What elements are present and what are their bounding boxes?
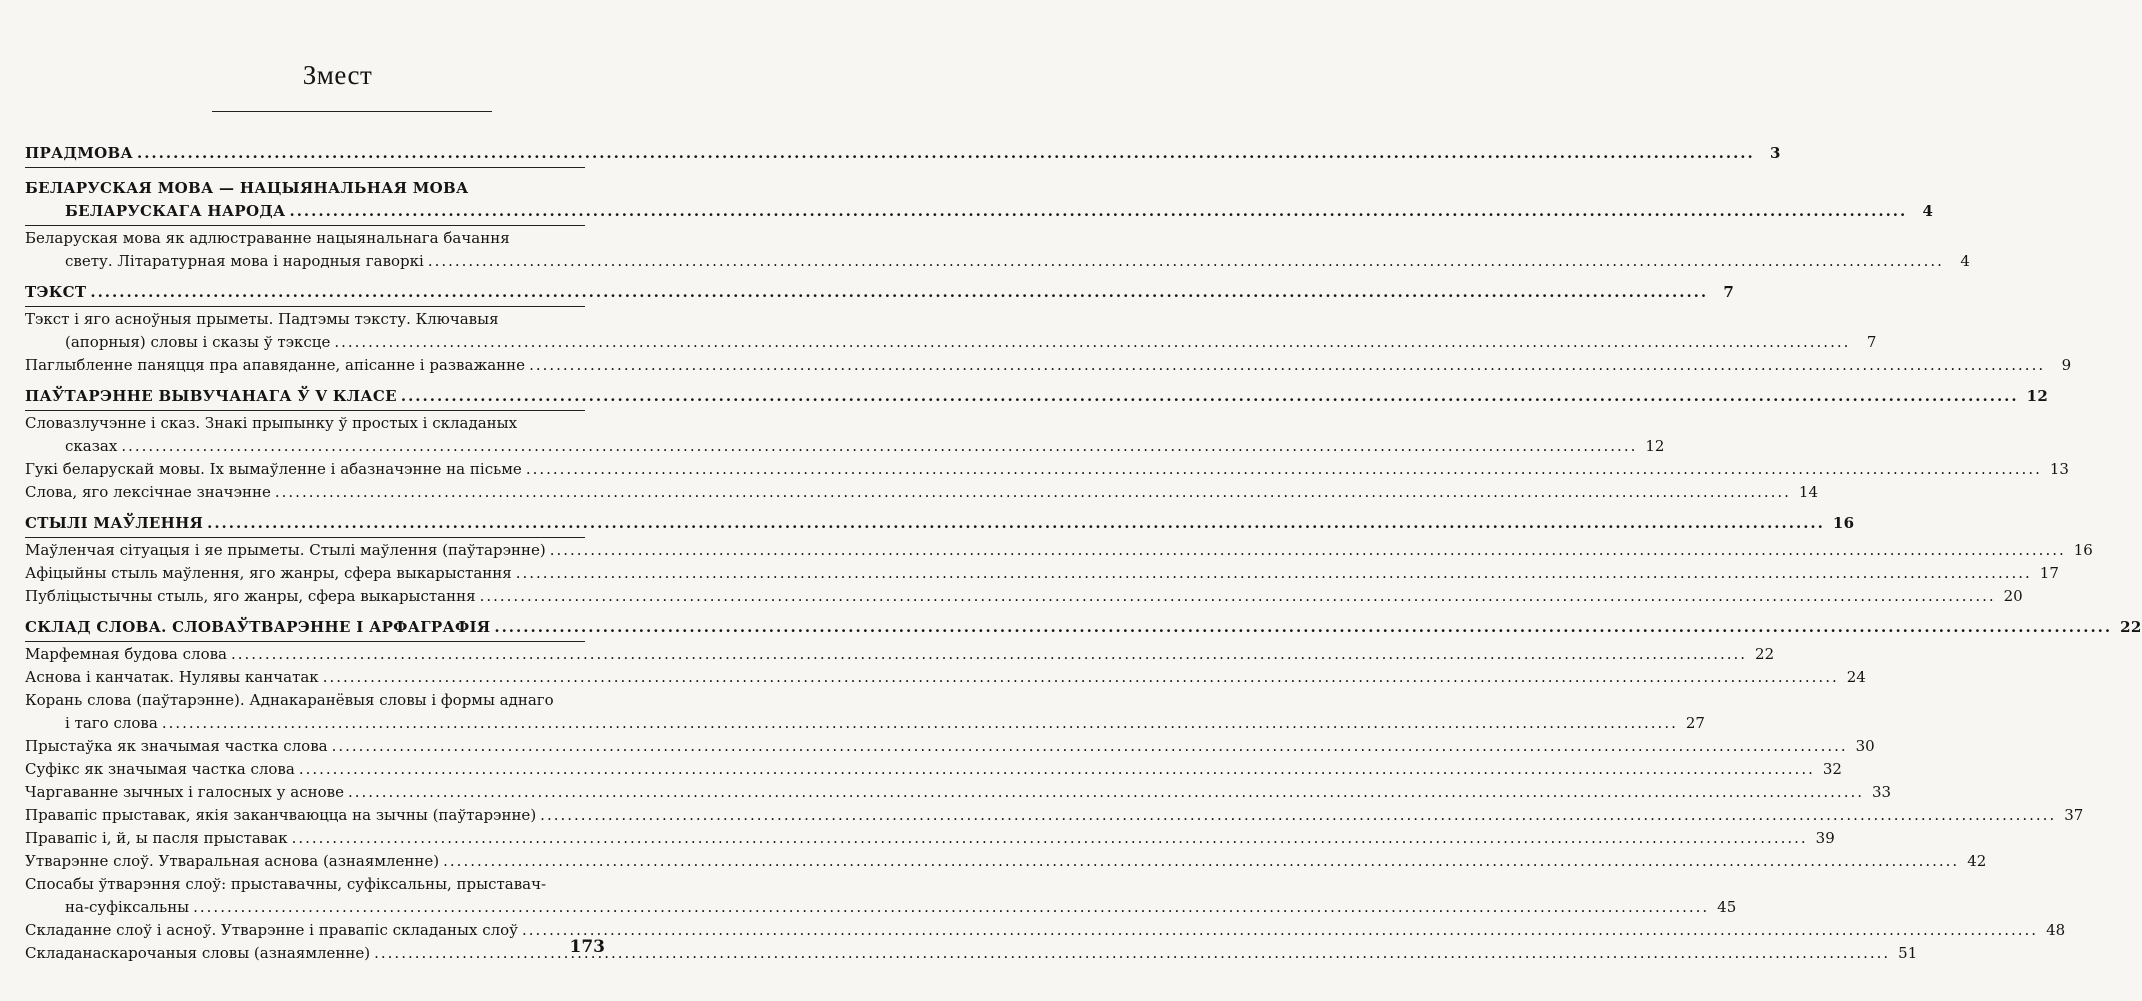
toc-entry[interactable] — [25, 562, 2059, 585]
section-page-number: 22 — [2120, 618, 2142, 636]
toc-entry[interactable] — [25, 458, 2069, 481]
toc-entry-page-number: 39 — [1815, 829, 1835, 847]
toc-entry-page-number: 12 — [1645, 437, 1665, 455]
section-title[interactable] — [25, 616, 2142, 639]
toc-section — [25, 377, 2069, 504]
toc-entry-text: Спосабы ўтварэння слоў: прыставачны, суфіксальны, прыставач- — [25, 875, 547, 893]
dot-leader — [299, 758, 1815, 781]
toc-entry-text: свету. Літаратурная мова і народныя гаворкі — [65, 252, 424, 270]
toc-entry[interactable] — [25, 781, 1892, 804]
toc-entry[interactable] — [25, 919, 2066, 942]
section-page-number: 16 — [1832, 514, 1855, 532]
toc-entry-text: Утварэнне слоў. Утваральная аснова (азнаямленне) — [25, 852, 440, 870]
dot-leader — [529, 354, 2045, 377]
toc-entry[interactable] — [25, 758, 1842, 781]
toc-entry-text: Чаргаванне зычных і галосных у аснове — [25, 783, 344, 801]
dot-leader — [275, 481, 1791, 504]
dot-leader — [137, 142, 1755, 165]
toc-entry-text: Складанне слоў і асноў. Утварэнне і правапіс складаных слоў — [25, 921, 519, 939]
toc-entry-text: (апорныя) словы і сказы ў тэксце — [65, 333, 331, 351]
dot-leader — [193, 896, 1709, 919]
toc-section — [25, 273, 2072, 377]
toc-entry-page-number: 14 — [1798, 483, 1819, 501]
dot-leader — [323, 666, 1839, 689]
toc-entry-text: Корань слова (паўтарэнне). Аднакаранёвыя словы і формы аднаго — [25, 691, 554, 709]
toc-entry[interactable] — [25, 643, 1775, 666]
section-title-text: СКЛАД СЛОВА. СЛОВАЎТВАРЭННЕ І АРФАГРАФІЯ — [25, 618, 491, 636]
dot-leader — [121, 435, 1637, 458]
page-number: 173 — [569, 937, 605, 957]
toc-section — [25, 142, 1781, 168]
toc-entry-page-number: 16 — [2073, 541, 2093, 559]
dot-leader — [231, 643, 1747, 666]
toc-entry-text: Марфемная будова слова — [25, 645, 227, 663]
toc-entry[interactable] — [25, 354, 2072, 377]
toc-entry-text: сказах — [65, 437, 118, 455]
dot-leader — [494, 616, 2112, 639]
section-page-number: 12 — [2026, 387, 2049, 405]
dot-leader — [526, 458, 2042, 481]
toc-entry-text: Прыстаўка як значымая частка слова — [25, 737, 328, 755]
toc-entry[interactable] — [25, 850, 1987, 873]
title-underline — [212, 111, 492, 112]
section-title-text: БЕЛАРУСКАГА НАРОДА — [65, 202, 286, 220]
toc-entry-page-number: 9 — [2061, 356, 2072, 374]
section-title-text: БЕЛАРУСКАЯ МОВА — НАЦЫЯНАЛЬНАЯ МОВА — [25, 179, 469, 197]
section-title[interactable] — [25, 385, 2049, 408]
toc-entry-text: Тэкст і яго асноўныя прыметы. Падтэмы тэксту. Ключавыя — [25, 310, 499, 328]
dot-leader — [162, 712, 1678, 735]
section-title[interactable] — [25, 281, 1735, 304]
toc-entry[interactable] — [25, 873, 1737, 919]
section-page-number: 4 — [1922, 202, 1934, 220]
toc-entry-text: Маўленчая сітуацыя і яе прыметы. Стылі маўлення (паўтарэнне) — [25, 541, 546, 559]
dot-leader — [443, 850, 1959, 873]
toc-entry-page-number: 27 — [1685, 714, 1705, 732]
toc-entry-text: Афіцыйны стыль маўлення, яго жанры, сфера выкарыстання — [25, 564, 512, 582]
section-title-text: ПАЎТАРЭННЕ ВЫВУЧАНАГА Ў V КЛАСЕ — [25, 387, 397, 405]
toc-entry-text: Суфікс як значымая частка слова — [25, 760, 295, 778]
dot-leader — [550, 539, 2066, 562]
toc-entry-text: Аснова і канчатак. Нулявы канчатак — [25, 668, 319, 686]
toc-entry[interactable] — [25, 585, 2023, 608]
section-page-number: 7 — [1723, 283, 1735, 301]
toc-entry-page-number: 45 — [1717, 898, 1737, 916]
section-gap — [25, 169, 585, 177]
toc-entry-page-number: 20 — [2003, 587, 2023, 605]
toc-entry-text: Гукі беларускай мовы. Іх вымаўленне і абазначэнне на пісьме — [25, 460, 522, 478]
toc-entry-page-number: 13 — [2049, 460, 2069, 478]
toc-entry[interactable] — [25, 412, 1665, 458]
dot-leader — [522, 919, 2038, 942]
dot-leader — [334, 331, 1850, 354]
toc-entry-text: Правапіс і, й, ы пасля прыставак — [25, 829, 288, 847]
toc-entry-text: Складанаскарочаныя словы (азнаямленне) — [25, 944, 371, 962]
toc-section — [25, 169, 1970, 273]
toc-entry-page-number: 4 — [1960, 252, 1970, 270]
toc-entry[interactable] — [25, 666, 1866, 689]
toc-entry-page-number: 37 — [2064, 806, 2084, 824]
section-gap — [25, 608, 585, 616]
dot-leader — [90, 281, 1708, 304]
toc-entry[interactable] — [25, 481, 1819, 504]
dot-leader — [516, 562, 2032, 585]
section-title[interactable] — [25, 142, 1781, 165]
toc-entry[interactable] — [25, 539, 2093, 562]
toc-entry-page-number: 22 — [1755, 645, 1775, 663]
section-title-text: ТЭКСТ — [25, 283, 87, 301]
dot-leader — [480, 585, 1996, 608]
toc-entry[interactable] — [25, 827, 1835, 850]
toc-entry[interactable] — [25, 308, 1877, 354]
section-divider — [25, 306, 585, 307]
dot-leader — [401, 385, 2019, 408]
dot-leader — [332, 735, 1848, 758]
dot-leader — [289, 200, 1907, 223]
dot-leader — [292, 827, 1808, 850]
toc-entry-text: і таго слова — [65, 714, 158, 732]
toc-entry-page-number: 17 — [2039, 564, 2059, 582]
section-title[interactable] — [25, 177, 1934, 223]
section-page-number: 3 — [1769, 144, 1781, 162]
section-divider — [25, 641, 585, 642]
dot-leader — [428, 250, 1944, 273]
dot-leader — [207, 512, 1825, 535]
toc-entry-text: Слова, яго лексічнае значэнне — [25, 483, 271, 501]
section-gap — [25, 377, 585, 385]
toc-entry-page-number: 51 — [1898, 944, 1918, 962]
section-gap — [25, 273, 585, 281]
toc-entry-page-number: 33 — [1872, 783, 1892, 801]
toc-entry-page-number: 24 — [1846, 668, 1866, 686]
toc-entry-page-number: 7 — [1866, 333, 1877, 351]
toc-entry-text: Словазлучэнне і сказ. Знакі прыпынку ў простых і складаных — [25, 414, 518, 432]
section-title-text: ПРАДМОВА — [25, 144, 133, 162]
toc-entry-page-number: 42 — [1967, 852, 1987, 870]
section-divider — [25, 410, 585, 411]
section-divider — [25, 167, 585, 168]
toc-entry-page-number: 48 — [2046, 921, 2066, 939]
section-title-text: СТЫЛІ МАЎЛЕННЯ — [25, 514, 204, 532]
toc-entry-page-number: 30 — [1855, 737, 1875, 755]
section-gap — [25, 504, 585, 512]
dot-leader — [540, 804, 2056, 827]
section-divider — [25, 537, 585, 538]
toc-entry[interactable] — [25, 227, 1970, 273]
section-divider — [25, 225, 585, 226]
page-title: Змест — [302, 60, 373, 90]
toc-entry[interactable] — [25, 804, 2084, 827]
toc-entry[interactable] — [25, 689, 1705, 735]
toc-entry-text: Правапіс прыставак, якія заканчваюцца на зычны (паўтарэнне) — [25, 806, 537, 824]
toc-entry-page-number: 32 — [1822, 760, 1842, 778]
section-title[interactable] — [25, 512, 1855, 535]
toc-entry[interactable] — [25, 735, 1875, 758]
toc-entry-text: на-суфіксальны — [65, 898, 190, 916]
toc-entry-text: Беларуская мова як адлюстраванне нацыянальнага бачання — [25, 229, 510, 247]
toc-section — [25, 504, 2093, 608]
dot-leader — [348, 781, 1864, 804]
toc-entry-text: Публіцыстычны стыль, яго жанры, сфера выкарыстання — [25, 587, 476, 605]
toc-entry-text: Паглыбленне паняцця пра апавяданне, апісанне і разважанне — [25, 356, 526, 374]
